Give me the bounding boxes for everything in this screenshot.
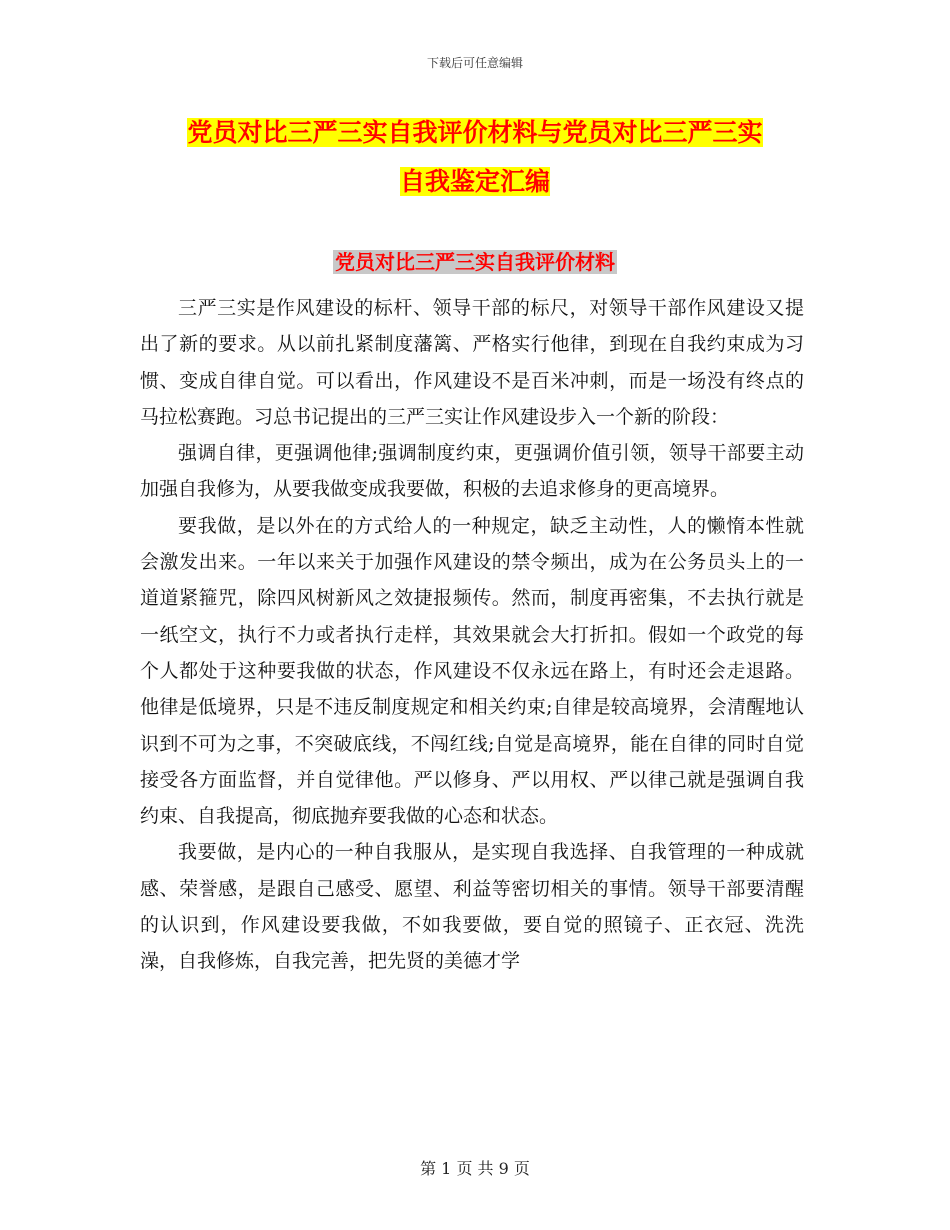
header-note: 下载后可任意编辑: [426, 56, 523, 70]
document-title-line-2: 自我鉴定汇编: [399, 167, 550, 196]
document-title: [150, 108, 800, 206]
body-text: [140, 290, 804, 980]
paragraph-4: 我要做，是内心的一种自我服从，是实现自我选择、自我管理的一种成就感、荣誉感，是跟自己感受、愿望、利益等密切相关的事情。领导干部要清醒的认识到，作风建设要我做，不如我要做，要自觉的照镜子、正衣冠、洗洗澡，自我修炼，自我完善，把先贤的美德才学: [140, 841, 804, 973]
paragraph-2: 强调自律，更强调他律;强调制度约束，更强调价值引领，领导干部要主动加强自我修为，从要我做变成我要做，积极的去追求修身的更高境界。: [140, 442, 804, 501]
paragraph-3: 要我做，是以外在的方式给人的一种规定，缺乏主动性，人的懒惰本性就会激发出来。一年以来关于加强作风建设的禁令频出，成为在公务员头上的一道道紧箍咒，除四风树新风之效捷报频传。然而，制度再密集，不去执行就是一纸空文，执行不力或者执行走样，其效果就会大打折扣。假如一个政党的每个人都处于这种要我做的状态，作风建设不仅永远在路上，有时还会走退路。他律是低境界，只是不违反制度规定和相关约束;自律是较高境界，会清醒地认识到不可为之事，不突破底线，不闯红线;自觉是高境界，能在自律的同时自觉接受各方面监督，并自觉律他。严以修身、严以用权、严以律己就是强调自我约束、自我提高，彻底抛弃要我做的心态和状态。: [140, 514, 804, 828]
section-title: [0, 244, 950, 280]
document-title-line-1: 党员对比三严三实自我评价材料与党员对比三严三实: [187, 118, 763, 147]
paragraph-1: 三严三实是作风建设的标杆、领导干部的标尺，对领导干部作风建设又提出了新的要求。从以前扎紧制度藩篱、严格实行他律，到现在自我约束成为习惯、变成自律自觉。可以看出，作风建设不是百米冲刺，而是一场没有终点的马拉松赛跑。习总书记提出的三严三实让作风建设步入一个新的阶段：: [140, 297, 804, 428]
section-title-text: 党员对比三严三实自我评价材料: [335, 250, 615, 274]
page-footer: 第 1 页 共 9 页: [420, 1159, 530, 1178]
